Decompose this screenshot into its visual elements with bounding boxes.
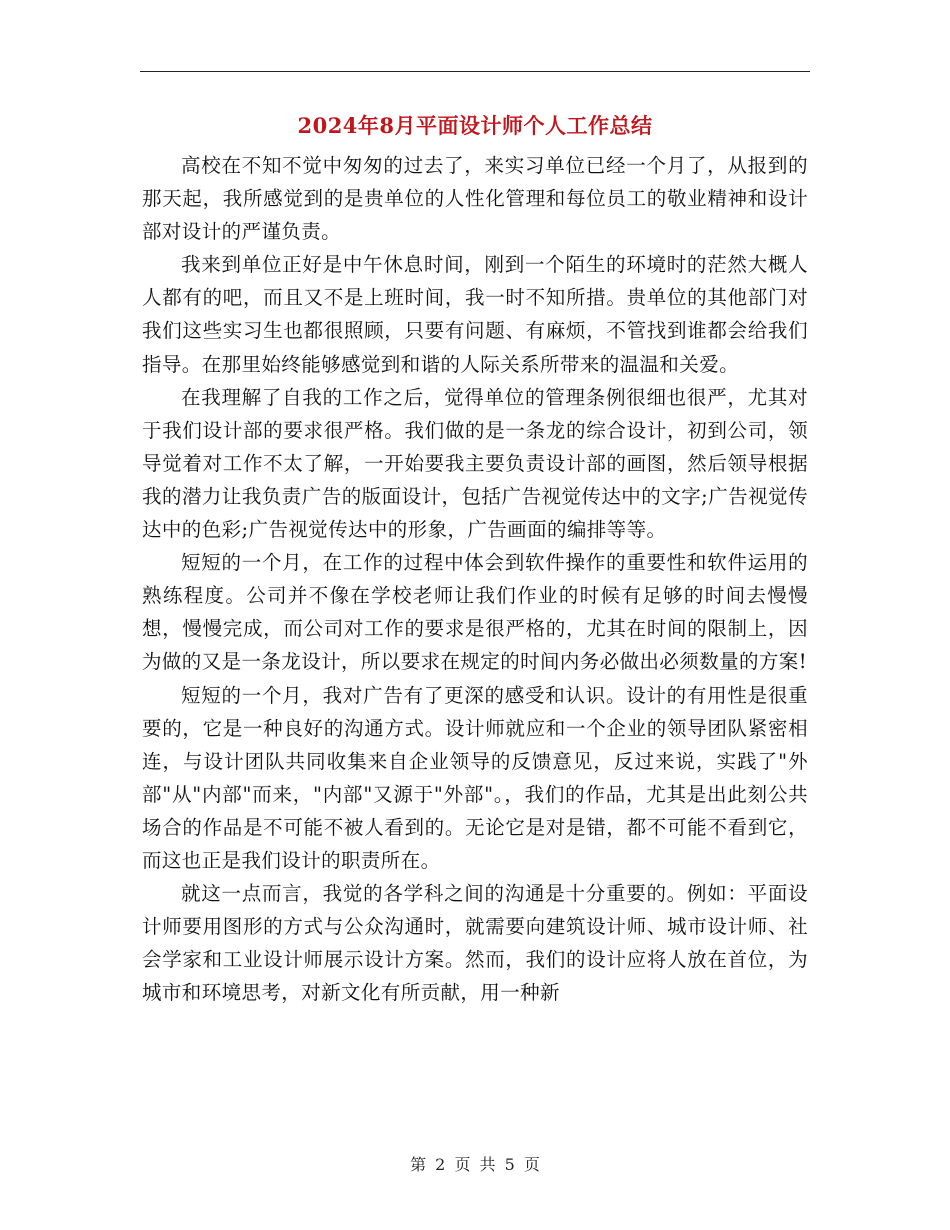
paragraph-2: 我来到单位正好是中午休息时间，刚到一个陌生的环境时的茫然大概人人都有的吧，而且又不是上班时间，我一时不知所措。贵单位的其他部门对我们这些实习生也都很照顾，只要有问题、有麻烦，不管找到谁都会给我们指导。在那里始终能够感觉到和谐的人际关系所带来的温温和关爱。 — [142, 253, 808, 376]
document-title: 2024年8月平面设计师个人工作总结 — [297, 113, 653, 138]
paragraph-6: 就这一点而言，我觉的各学科之间的沟通是十分重要的。例如：平面设计师要用图形的方式与公众沟通时，就需要向建筑设计师、城市设计师、社会学家和工业设计师展示设计方案。然而，我们的设计应将人放在首位，为城市和环境思考，对新文化有所贡献，用一种新 — [142, 882, 808, 1005]
paragraph-1: 高校在不知不觉中匆匆的过去了，来实习单位已经一个月了，从报到的那天起，我所感觉到的是贵单位的人性化管理和每位员工的敬业精神和设计部对设计的严谨负责。 — [142, 154, 808, 244]
document-body — [142, 149, 808, 1009]
paragraph-3: 在我理解了自我的工作之后，觉得单位的管理条例很细也很严，尤其对于我们设计部的要求很严格。我们做的是一条龙的综合设计，初到公司，领导觉着对工作不太了解，一开始要我主要负责设计部的画图，然后领导根据我的潜力让我负责广告的版面设计，包括广告视觉传达中的文字;广告视觉传达中的色彩;广告视觉传达中的形象，广告画面的编排等等。 — [142, 385, 808, 542]
header-rule — [140, 71, 810, 72]
paragraph-5: 短短的一个月，我对广告有了更深的感受和认识。设计的有用性是很重要的，它是一种良好的沟通方式。设计师就应和一个企业的领导团队紧密相连，与设计团队共同收集来自企业领导的反馈意见，反过来说，实践了"外部"从"内部"而来，"内部"又源于"外部"。，我们的作品，尤其是出此刻公共场合的作品是不可能不被人看到的。无论它是对是错，都不可能不看到它，而这也正是我们设计的职责所在。 — [142, 683, 808, 872]
paragraph-4: 短短的一个月，在工作的过程中体会到软件操作的重要性和软件运用的熟练程度。公司并不像在学校老师让我们作业的时候有足够的时间去慢慢想，慢慢完成，而公司对工作的要求是很严格的，尤其在时间的限制上，因为做的又是一条龙设计，所以要求在规定的时间内务必做出必须数量的方案! — [142, 551, 808, 674]
page-number-footer: 第 2 页 共 5 页 — [410, 1155, 540, 1174]
